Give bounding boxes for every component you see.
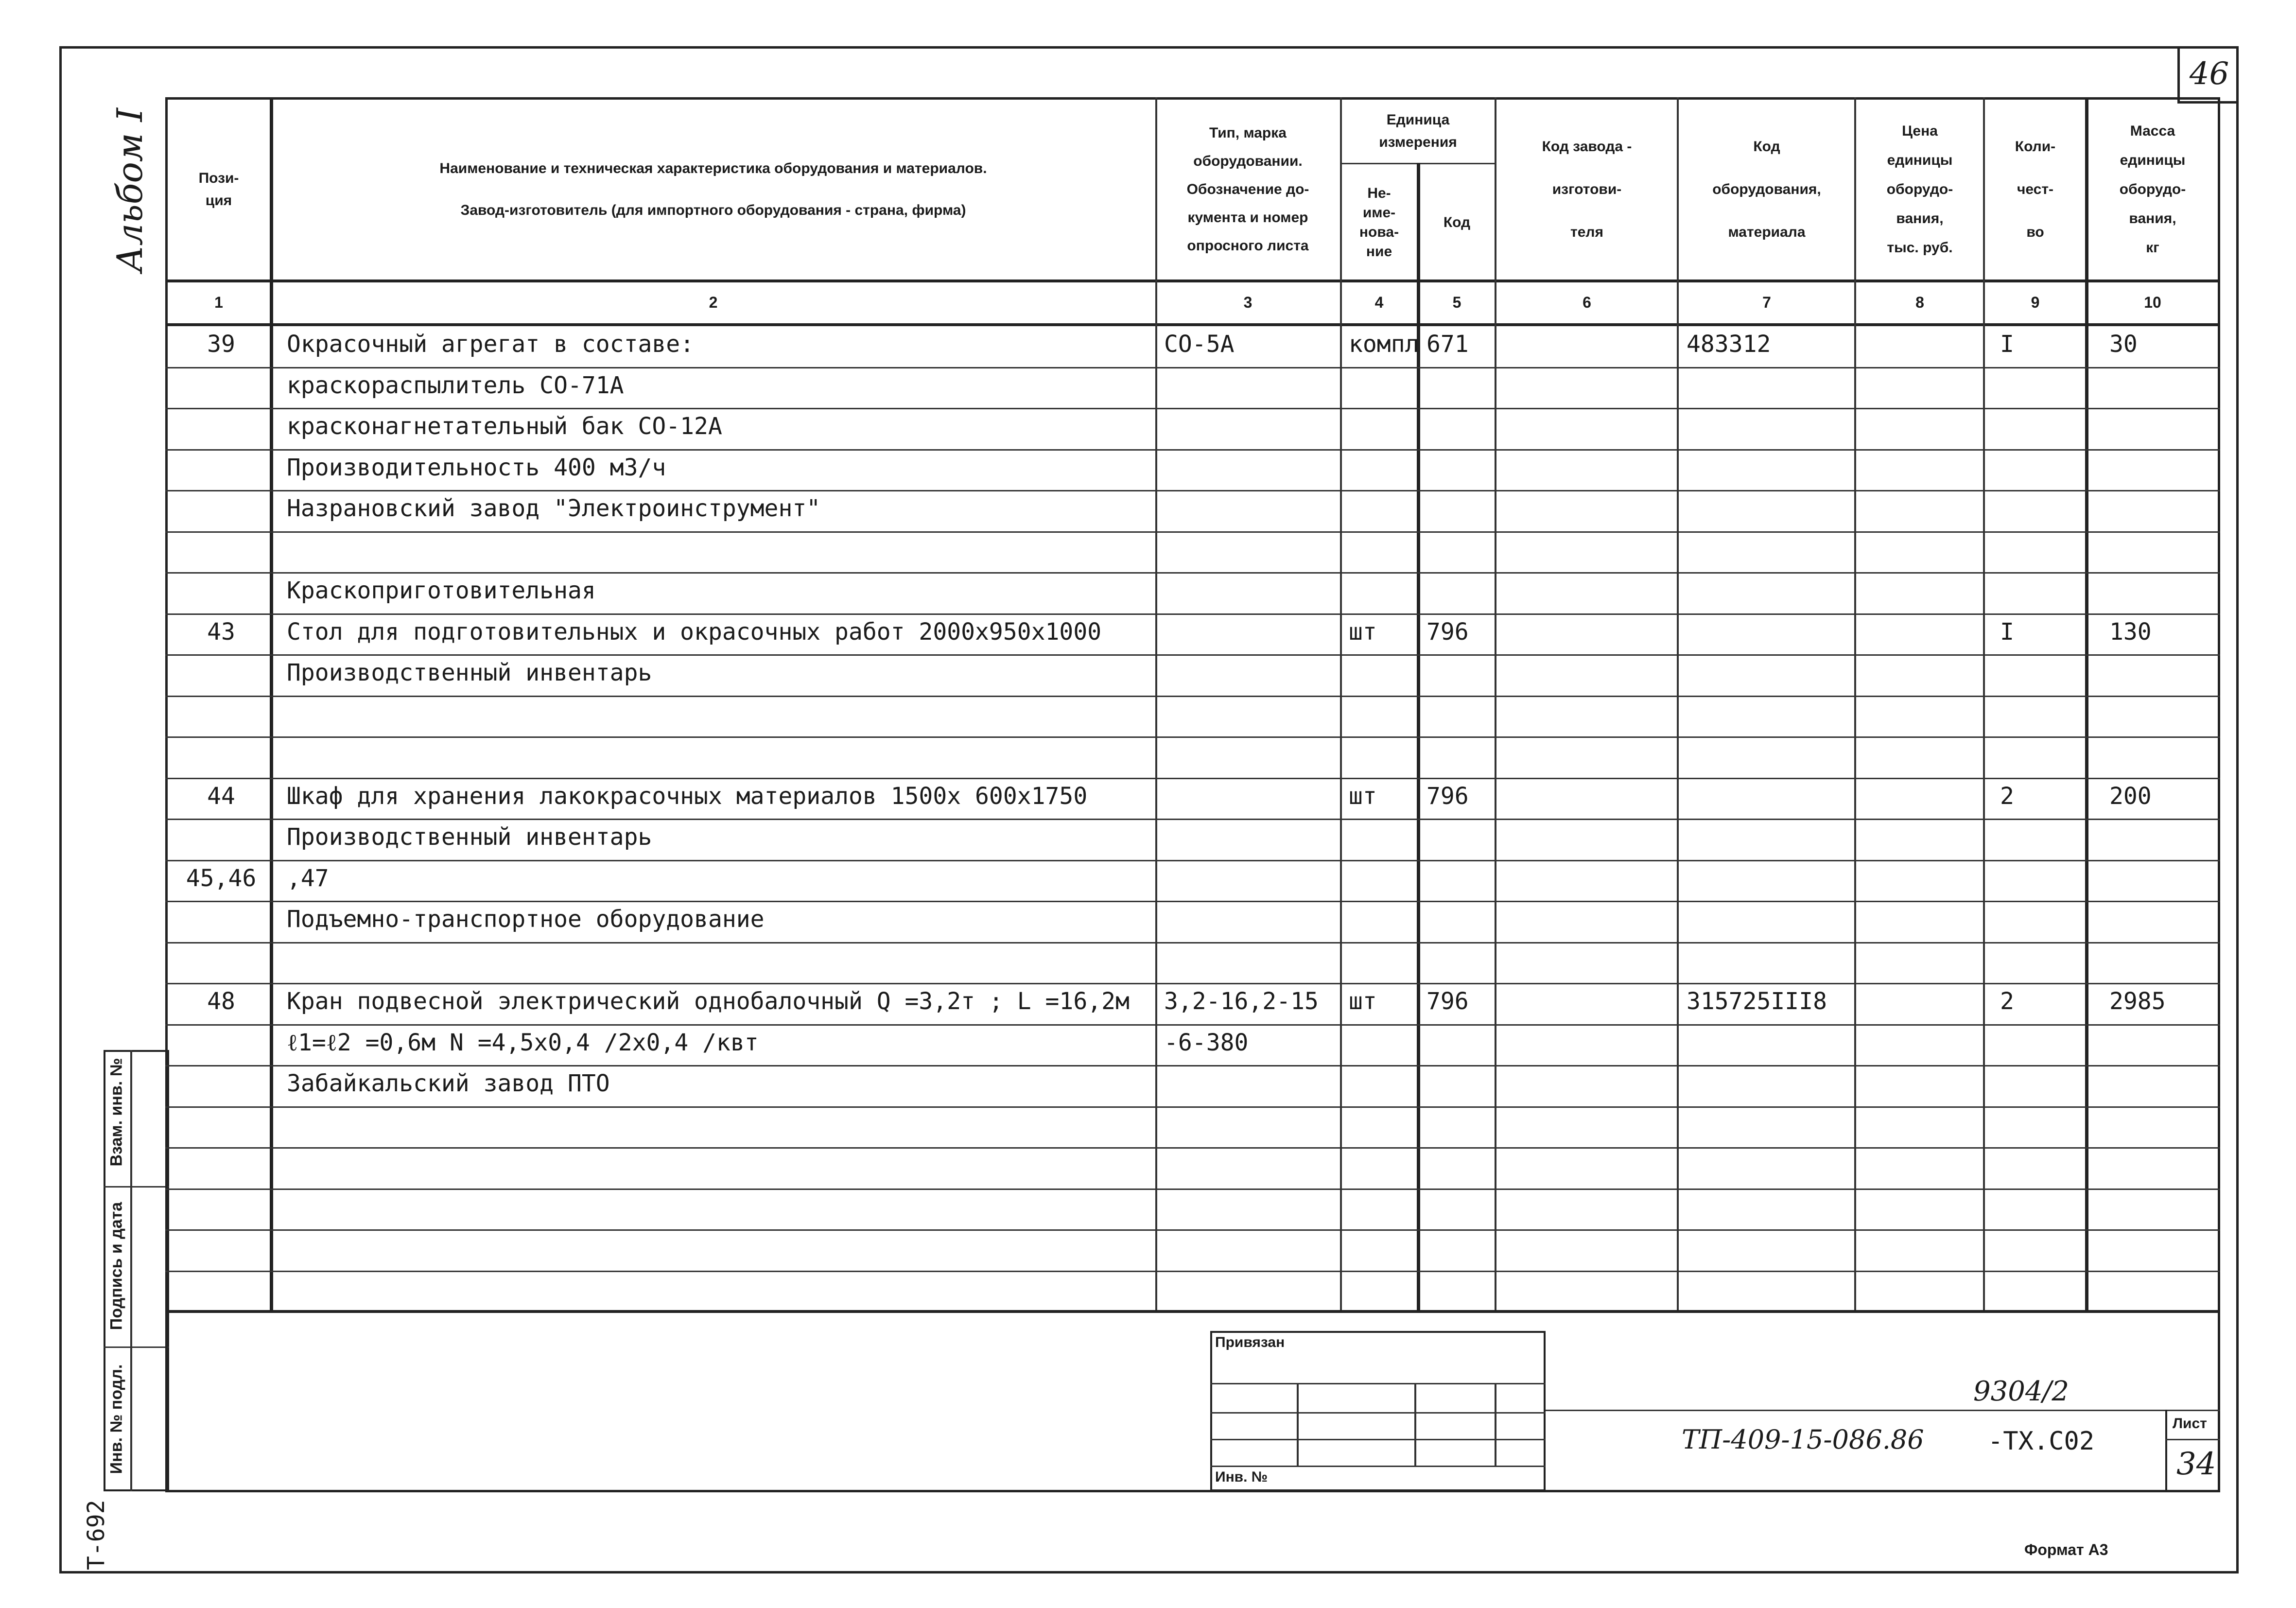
colnum-2: 2 — [709, 293, 718, 311]
cell-pos: 39 — [207, 331, 235, 358]
cell-qty: 2 — [2000, 988, 2014, 1015]
header-text: Завод-изготовитель (для импортного оборудования - страна, фирма) — [460, 202, 966, 218]
header-text: оборудо- — [2119, 181, 2186, 197]
header-text: име- — [1362, 204, 1396, 221]
header-text: Код завода - — [1542, 139, 1632, 155]
stamp-line — [1210, 1466, 1546, 1467]
header-unit-name — [1341, 165, 1417, 280]
header-text: Пози- — [198, 170, 239, 186]
cell-type: -6-380 — [1164, 1029, 1249, 1056]
colnum-bottom-line — [165, 323, 2220, 326]
side-stamp-inv-podl: Инв. № подл. — [107, 1364, 126, 1474]
cell-pos: 44 — [207, 782, 235, 810]
header-equipment-code — [1679, 100, 1854, 280]
header-text: Код — [1443, 214, 1471, 230]
col-line — [270, 97, 273, 1310]
header-text: вания, — [1896, 210, 1944, 227]
cell-name: ,47 — [287, 864, 329, 892]
header-type — [1157, 100, 1339, 280]
cell-unit: шт — [1349, 782, 1377, 810]
row-line — [165, 1065, 2220, 1066]
colnum-3: 3 — [1243, 293, 1252, 311]
header-name — [272, 100, 1154, 280]
header-price — [1857, 100, 1983, 280]
header-text: Тип, марка — [1209, 125, 1287, 141]
header-text: Цена — [1902, 123, 1938, 139]
colnum-10: 10 — [2144, 293, 2161, 311]
row-line — [165, 572, 2220, 574]
side-stamp-vzam: Взам. инв. № — [107, 1058, 126, 1167]
header-factory-code — [1497, 100, 1677, 280]
col-line — [1677, 97, 1679, 1310]
sheet-number-corner — [2177, 46, 2239, 104]
cell-pos: 48 — [207, 988, 235, 1015]
cell-name: ℓ1=ℓ2 =0,6м N =4,5x0,4 /2x0,4 /квт — [287, 1029, 759, 1056]
header-text: Масса — [2130, 123, 2175, 139]
row-line — [165, 408, 2220, 409]
cell-unit: шт — [1349, 618, 1377, 646]
cell-mass: 130 — [2109, 618, 2152, 646]
cell-name: Забайкальский завод ПТО — [287, 1070, 610, 1097]
side-stamp-divider — [104, 1186, 169, 1188]
cell-name: Стол для подготовительных и окрасочных работ 2000x950x1000 — [287, 618, 1102, 646]
header-text: ция — [205, 192, 232, 209]
cell-name: Кран подвесной электрический однобалочный Q =3,2т ; L =16,2м — [287, 988, 1130, 1015]
table-bottom-line — [165, 1310, 2220, 1313]
cell-name: Назрановский завод "Электроинструмент" — [287, 495, 821, 522]
col-line — [1495, 97, 1496, 1310]
header-text: опросного листа — [1187, 238, 1309, 254]
cell-type: СО-5А — [1164, 331, 1235, 358]
header-text: единицы — [2120, 152, 2186, 168]
header-text: Единица — [1386, 112, 1450, 128]
row-line — [165, 490, 2220, 491]
list-number: 34 — [2176, 1446, 2216, 1482]
col-line — [2085, 97, 2088, 1310]
row-line — [165, 1229, 2220, 1231]
row-line — [165, 736, 2220, 738]
cell-name: Производственный инвентарь — [287, 823, 652, 851]
format-label: Формат А3 — [2024, 1541, 2108, 1558]
col-line — [1854, 97, 1856, 1310]
cell-name: Окрасочный агрегат в составе: — [287, 331, 695, 358]
cell-name: красконагнетательный бак СО-12А — [287, 413, 722, 440]
row-line — [165, 778, 2220, 779]
header-position — [168, 100, 270, 280]
row-line — [165, 449, 2220, 451]
header-text: кумента и номер — [1187, 210, 1308, 226]
header-bottom-line — [165, 280, 2220, 282]
sheet-number: 46 — [2189, 55, 2229, 92]
cell-name: краскораспылитель СО-71А — [287, 371, 624, 399]
cell-equip-code: 483312 — [1687, 331, 1771, 358]
cell-pos: 45,46 — [186, 864, 257, 892]
cell-pos: 43 — [207, 618, 235, 646]
col-line — [1983, 97, 1985, 1310]
colnum-7: 7 — [1762, 293, 1771, 311]
header-text: измерения — [1379, 134, 1457, 150]
header-unit — [1341, 100, 1495, 163]
header-text: тыс. руб. — [1887, 240, 1953, 256]
header-text: нова- — [1359, 224, 1399, 240]
colnum-6: 6 — [1583, 293, 1591, 311]
colnum-8: 8 — [1915, 293, 1924, 311]
colnum-9: 9 — [2031, 293, 2040, 311]
side-stamp-podpis: Подпись и дата — [107, 1202, 126, 1330]
cell-unit: компл — [1349, 331, 1419, 358]
header-text: вания, — [2129, 210, 2176, 227]
header-text: изготови- — [1552, 181, 1622, 197]
row-line — [165, 1271, 2220, 1272]
row-line — [165, 860, 2220, 861]
header-text: Обозначение до- — [1186, 181, 1309, 197]
side-stamp-divider — [130, 1050, 132, 1491]
colnum-4: 4 — [1374, 293, 1384, 311]
cell-equip-code: 315725III8 — [1687, 988, 1827, 1015]
header-text: оборудо- — [1886, 181, 1953, 197]
cell-code: 796 — [1426, 618, 1469, 646]
cell-qty: I — [2000, 618, 2014, 646]
row-line — [165, 613, 2220, 615]
cell-code: 796 — [1426, 782, 1469, 810]
row-line — [165, 1106, 2220, 1108]
side-stamp-divider — [104, 1346, 169, 1348]
row-line — [165, 367, 2220, 368]
row-line — [165, 983, 2220, 984]
title-block-line — [1546, 1410, 2220, 1411]
row-line — [165, 942, 2220, 944]
row-line — [165, 654, 2220, 656]
cell-mass: 30 — [2109, 331, 2138, 358]
cell-name: Производительность 400 м3/ч — [287, 454, 666, 481]
row-line — [165, 1189, 2220, 1190]
handwritten-ref: 9304/2 — [1973, 1376, 2070, 1407]
cell-unit: шт — [1349, 988, 1377, 1015]
header-text: ние — [1366, 243, 1392, 260]
header-quantity — [1985, 100, 2085, 280]
stamp-line — [1297, 1383, 1299, 1466]
header-text: материала — [1728, 224, 1806, 240]
cell-name: Шкаф для хранения лакокрасочных материалов 1500х 600х1750 — [287, 782, 1088, 810]
header-text: Код — [1753, 139, 1780, 155]
list-label: Лист — [2173, 1416, 2207, 1432]
inv-no-label: Инв. № — [1215, 1469, 1268, 1485]
stamp-line — [1414, 1383, 1416, 1466]
row-line — [165, 1147, 2220, 1149]
header-text: Коли- — [2015, 139, 2056, 155]
header-text: чест- — [2017, 181, 2054, 197]
header-text: кг — [2146, 240, 2159, 256]
header-mass — [2087, 100, 2218, 280]
header-text: единицы — [1887, 152, 1953, 168]
header-text: теля — [1570, 224, 1603, 240]
row-line — [165, 901, 2220, 902]
cell-code: 796 — [1426, 988, 1469, 1015]
cell-mass: 2985 — [2109, 988, 2166, 1015]
doc-number: ТП-409-15-086.86 — [1682, 1424, 1924, 1455]
privyazan-label: Привязан — [1215, 1334, 1285, 1350]
row-line — [165, 531, 2220, 533]
cell-code: 671 — [1426, 331, 1469, 358]
row-line — [165, 696, 2220, 697]
doc-suffix: -ТХ.С02 — [1988, 1427, 2095, 1456]
header-text: во — [2026, 224, 2044, 240]
cell-qty: 2 — [2000, 782, 2014, 810]
cell-qty: I — [2000, 331, 2014, 358]
side-doc-code: Т-692 — [83, 1500, 110, 1570]
header-text: Не- — [1367, 185, 1391, 201]
header-text: оборудовании. — [1193, 153, 1303, 169]
list-box-line — [2165, 1439, 2220, 1440]
header-text: Наименование и техническая характеристика оборудования и материалов. — [439, 160, 987, 176]
col-line — [1155, 97, 1157, 1310]
col-line — [1340, 97, 1342, 1310]
colnum-5: 5 — [1452, 293, 1461, 311]
row-line — [165, 1024, 2220, 1026]
cell-name: Подъемно-транспортное оборудование — [287, 906, 765, 933]
header-unit-code — [1419, 165, 1495, 280]
album-label: Альбом I — [109, 108, 150, 272]
cell-mass: 200 — [2109, 782, 2152, 810]
colnum-1: 1 — [214, 293, 223, 311]
stamp-line — [1495, 1383, 1496, 1466]
row-line — [165, 819, 2220, 820]
cell-name: Производственный инвентарь — [287, 659, 652, 686]
cell-type: 3,2-16,2-15 — [1164, 988, 1319, 1015]
header-text: оборудования, — [1712, 181, 1821, 197]
cell-name: Краскоприготовительная — [287, 577, 596, 604]
